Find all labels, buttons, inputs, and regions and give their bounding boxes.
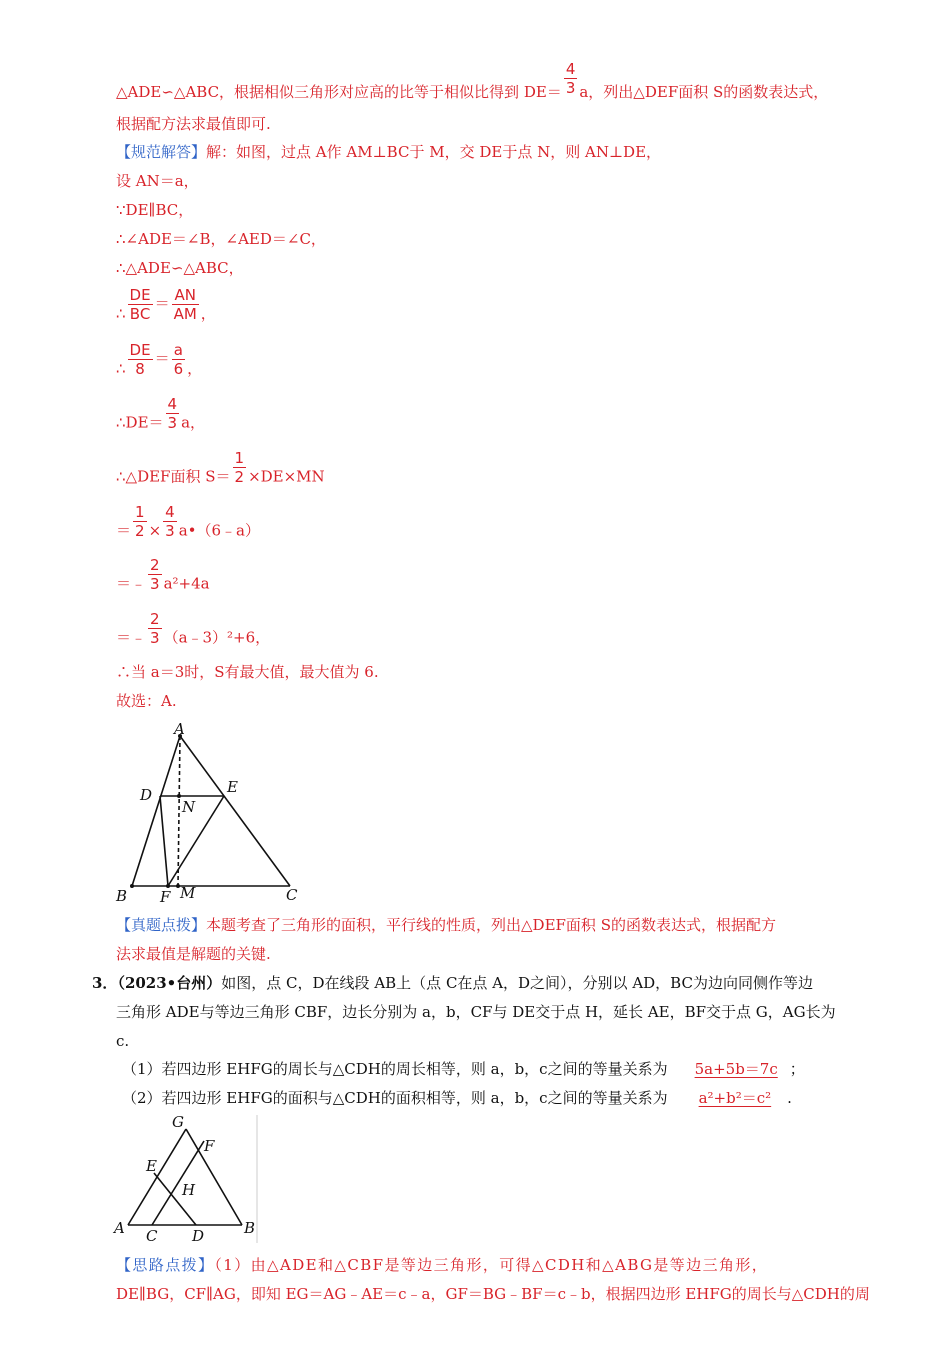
answer-2: a²+b²＝c² <box>698 1089 772 1107</box>
label-e: E <box>146 1157 157 1175</box>
fraction: $\frac{2}{3}$ <box>150 610 160 647</box>
triangle-figure-2 <box>112 1113 262 1245</box>
area-line: ∴△DEF面积 S＝ $\frac{1}{2}$ ×DE×MN <box>116 449 325 486</box>
conclusion-line: ∴当 a＝3时，S有最大值，最大值为 6. <box>116 663 379 681</box>
section-tag: 【思路点拨】 <box>116 1256 215 1274</box>
answer-1: 5a+5b＝7c <box>694 1060 778 1078</box>
hint-line-1: 【思路点拨】（1）由△ADE和△CBF是等边三角形，可得△CDH和△ABG是等边三角形， <box>116 1256 769 1274</box>
solution-line-1: 【规范解答】解：如图，过点 A作 AM⊥BC于 M，交 DE于点 N，则 AN⊥DE， <box>116 143 662 161</box>
label-b: B <box>116 887 128 905</box>
intro-line-1 <box>116 60 828 102</box>
de-line: ∴DE＝ $\frac{4}{3}$ a， <box>116 395 206 432</box>
label-m: M <box>180 884 196 902</box>
label-e: E <box>227 778 238 796</box>
problem-3-line-2: 三角形 ADE与等边三角形 CBF，边长分别为 a，b，CF与 DE交于点 H，延长 AE，BF交于点 G，AG长为 <box>116 1003 836 1021</box>
label-f: F <box>204 1137 215 1155</box>
problem-3-question-2: （2）若四边形 EHFG的面积与△CDH的面积相等，则 a，b，c之间的等量关系为 a²+b²＝c² . <box>122 1089 792 1107</box>
problem-3-line-3: c. <box>116 1032 130 1050</box>
label-a: A <box>174 720 185 738</box>
section-tag: 【真题点拨】 <box>116 916 207 934</box>
fraction: $\frac{1}{2}$ <box>135 503 145 540</box>
label-a: A <box>114 1219 125 1237</box>
solution-line-3: ∵DE∥BC， <box>116 201 194 219</box>
expr-line-2: ＝﹣ $\frac{2}{3}$ a²+4a <box>116 556 210 593</box>
fraction: $\frac{4}{3}$ <box>165 503 175 540</box>
fraction: $\frac{1}{2}$ <box>234 449 245 486</box>
segment-cf <box>152 1141 204 1225</box>
segment-am <box>178 736 180 886</box>
label-c: C <box>286 886 298 904</box>
solution-line-4: ∴∠ADE＝∠B，∠AED＝∠C， <box>116 230 326 248</box>
segment-df <box>160 796 168 886</box>
solution-line-5: ∴△ADE∽△ABC， <box>116 259 244 277</box>
triangle-figure-1 <box>110 718 310 908</box>
answer-line: 故选：A. <box>116 692 177 710</box>
label-f: F <box>160 888 171 906</box>
expr-line-3: ＝﹣ $\frac{2}{3}$ （a﹣3）²+6， <box>116 610 271 647</box>
segment-ef <box>168 796 224 886</box>
fraction: $\frac{4}{3}$ <box>167 395 178 432</box>
label-d: D <box>140 786 153 804</box>
fraction: $\frac{a}{6}$ <box>173 341 184 378</box>
segment-ab <box>132 736 180 886</box>
fraction: $\frac{DE}{BC}$ <box>129 286 151 323</box>
expr-line-1: ＝ $\frac{1}{2}$ × $\frac{4}{3}$ a•（6﹣a） <box>116 503 260 540</box>
tip-line-1: 【真题点拨】本题考查了三角形的面积，平行线的性质，列出△DEF面积 S的函数表达式，根据配方 <box>116 916 776 934</box>
fraction: $\frac{2}{3}$ <box>150 556 160 593</box>
problem-3-question-1: （1）若四边形 EHFG的周长与△CDH的周长相等，则 a，b，c之间的等量关系为 5a+5b＝7c ； <box>122 1060 805 1078</box>
label-h: H <box>182 1181 196 1199</box>
fraction: $\frac{AN}{AM}$ <box>173 286 197 323</box>
intro-text: △ADE∽△ABC，根据相似三角形对应高的比等于相似比得到 DE＝ <box>116 83 562 101</box>
ratio-line-2: ∴ $\frac{DE}{8}$ ＝ $\frac{a}{6}$ ， <box>116 341 203 378</box>
fraction: $\frac{4}{3}$ <box>565 60 576 97</box>
segment-ac <box>180 736 290 886</box>
problem-3-line-1: 3．（2023•台州）如图，点 C，D在线段 AB上（点 C在点 A，D之间），分别以 AD，BC为边向同侧作等边 <box>92 974 813 992</box>
tip-line-2: 法求最值是解题的关键. <box>116 945 271 963</box>
section-tag: 【规范解答】 <box>116 143 207 161</box>
label-c: C <box>146 1227 158 1245</box>
label-n: N <box>182 798 196 816</box>
hint-line-2: DE∥BG，CF∥AG，即知 EG＝AG﹣AE＝c﹣a，GF＝BG﹣BF＝c﹣b，根据四边形 EHFG的周长与△CDH的周 <box>116 1285 870 1303</box>
label-g: G <box>172 1113 184 1131</box>
intro-line-2: 根据配方法求最值即可. <box>116 115 271 133</box>
intro-text: a，列出△DEF面积 S的函数表达式， <box>579 83 829 101</box>
ratio-line-1: ∴ $\frac{DE}{BC}$ ＝ $\frac{AN}{AM}$ ， <box>116 286 216 323</box>
solution-line-2: 设 AN＝a， <box>116 172 199 190</box>
label-d: D <box>192 1227 205 1245</box>
label-b: B <box>244 1219 256 1237</box>
fraction: $\frac{DE}{8}$ <box>129 341 151 378</box>
